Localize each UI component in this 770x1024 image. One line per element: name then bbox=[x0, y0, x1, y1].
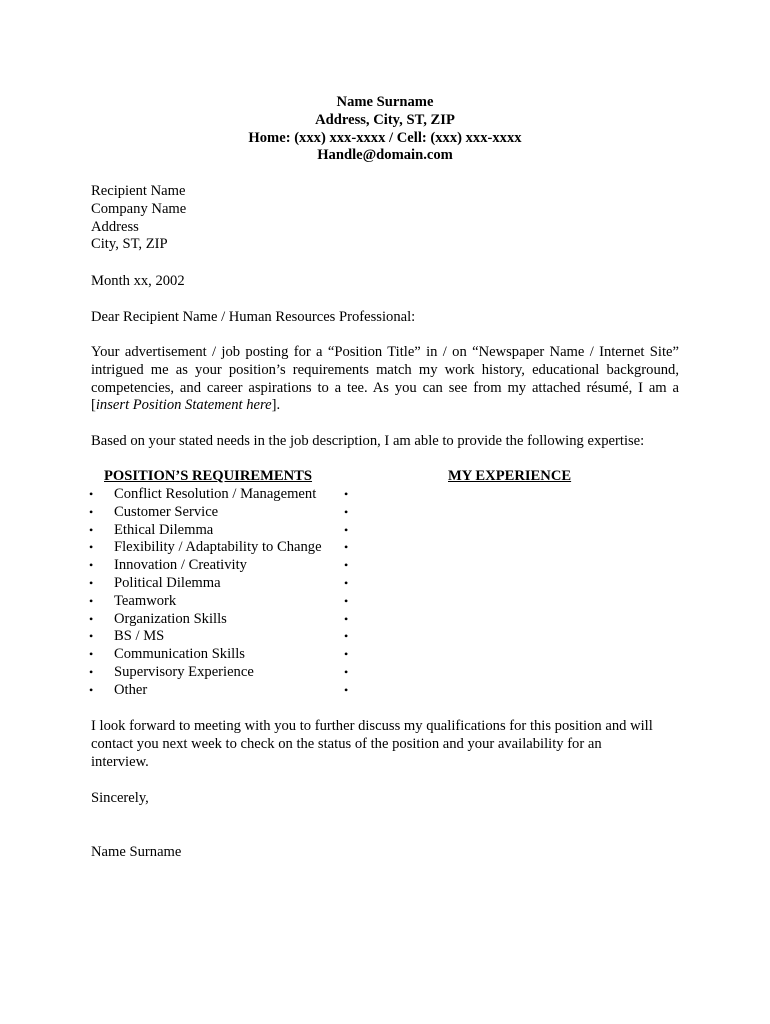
signature-name: Name Surname bbox=[91, 844, 182, 860]
requirement-label: Communication Skills bbox=[114, 646, 245, 663]
bullet-icon: • bbox=[89, 487, 94, 501]
bullet-icon: • bbox=[89, 664, 94, 679]
experience-bullet-icon: • bbox=[344, 575, 349, 590]
bullet-icon: • bbox=[89, 647, 94, 662]
bullet-icon: • bbox=[89, 629, 94, 644]
closing-line-2: contact you next week to check on the status of the position and your availability for an bbox=[91, 735, 602, 752]
experience-bullet-icon: • bbox=[344, 647, 349, 662]
requirement-label: Organization Skills bbox=[114, 610, 227, 627]
bullet-icon: • bbox=[89, 522, 94, 537]
experience-bullet-icon: • bbox=[344, 629, 349, 644]
experience-bullet-icon: • bbox=[344, 487, 349, 501]
requirement-item bbox=[88, 593, 368, 611]
bullet-icon: • bbox=[89, 504, 94, 519]
recipient-city: City, ST, ZIP bbox=[91, 236, 168, 253]
experience-bullet-icon: • bbox=[344, 664, 349, 679]
bullet-icon: • bbox=[89, 611, 94, 626]
experience-bullet-icon: • bbox=[344, 611, 349, 626]
recipient-address: Address bbox=[91, 218, 139, 235]
bullet-icon: • bbox=[89, 558, 94, 573]
salutation: Dear Recipient Name / Human Resources Professional: bbox=[91, 309, 416, 325]
requirement-item bbox=[88, 611, 368, 629]
closing-line-3: interview. bbox=[91, 753, 149, 770]
experience-bullet-icon: • bbox=[344, 504, 349, 519]
requirement-label: Conflict Resolution / Management bbox=[114, 486, 317, 502]
requirement-label: Supervisory Experience bbox=[114, 663, 254, 680]
recipient-block bbox=[91, 183, 679, 254]
requirement-item bbox=[88, 504, 368, 522]
requirement-label: Ethical Dilemma bbox=[114, 521, 214, 538]
intro-line-2: intrigued me as your position’s requirements match my work history, educational background, bbox=[91, 361, 679, 378]
requirement-item bbox=[88, 664, 368, 682]
intro-line-4: [insert Position Statement here]. bbox=[91, 397, 281, 414]
requirement-item bbox=[88, 575, 368, 593]
requirement-item bbox=[88, 522, 368, 540]
requirement-item bbox=[88, 486, 368, 504]
requirement-item bbox=[88, 646, 368, 664]
requirement-label: Innovation / Creativity bbox=[114, 557, 247, 574]
experience-bullet-icon: • bbox=[344, 558, 349, 573]
requirement-item bbox=[88, 557, 368, 575]
letter-date: Month xx, 2002 bbox=[91, 273, 185, 289]
requirement-item bbox=[88, 628, 368, 646]
sender-email: Handle@domain.com bbox=[317, 147, 453, 164]
recipient-name: Recipient Name bbox=[91, 183, 186, 199]
intro-paragraph bbox=[91, 344, 679, 415]
bullet-icon: • bbox=[89, 540, 94, 555]
sign-off: Sincerely, bbox=[91, 790, 149, 806]
requirement-label: Flexibility / Adaptability to Change bbox=[114, 539, 322, 556]
letter-header bbox=[0, 94, 770, 165]
intro-line-3: competencies, and career aspirations to a tee. As you can see from my attached résumé, I am a bbox=[91, 379, 679, 396]
position-statement-placeholder: insert Position Statement here bbox=[95, 397, 272, 414]
requirements-list bbox=[88, 486, 368, 700]
experience-bullet-icon: • bbox=[344, 593, 349, 608]
requirement-label: Teamwork bbox=[114, 592, 177, 609]
requirements-heading: POSITION’S REQUIREMENTS bbox=[104, 468, 313, 484]
requirement-label: Political Dilemma bbox=[114, 574, 221, 591]
experience-bullet-icon: • bbox=[344, 540, 349, 555]
requirement-label: Customer Service bbox=[114, 503, 219, 520]
experience-heading: MY EXPERIENCE bbox=[448, 468, 572, 484]
requirement-item bbox=[88, 539, 368, 557]
sender-address: Address, City, ST, ZIP bbox=[315, 111, 455, 128]
closing-paragraph bbox=[91, 718, 679, 771]
experience-bullet-icon: • bbox=[344, 522, 349, 537]
sender-phones: Home: (xxx) xxx-xxxx / Cell: (xxx) xxx-xxxx bbox=[248, 129, 522, 146]
needs-statement: Based on your stated needs in the job description, I am able to provide the following expertise: bbox=[91, 433, 645, 449]
intro-line-1: Your advertisement / job posting for a “Position Title” in / on “Newspaper Name / Internet Site” bbox=[91, 344, 679, 360]
closing-line-1: I look forward to meeting with you to further discuss my qualifications for this position and will bbox=[91, 718, 653, 734]
sender-name: Name Surname bbox=[336, 94, 434, 110]
bullet-icon: • bbox=[89, 593, 94, 608]
requirement-label: BS / MS bbox=[114, 628, 165, 645]
requirement-item bbox=[88, 682, 368, 700]
recipient-company: Company Name bbox=[91, 200, 187, 217]
requirement-label: Other bbox=[114, 681, 148, 698]
experience-bullet-icon: • bbox=[344, 682, 349, 697]
bullet-icon: • bbox=[89, 575, 94, 590]
bullet-icon: • bbox=[89, 682, 94, 697]
